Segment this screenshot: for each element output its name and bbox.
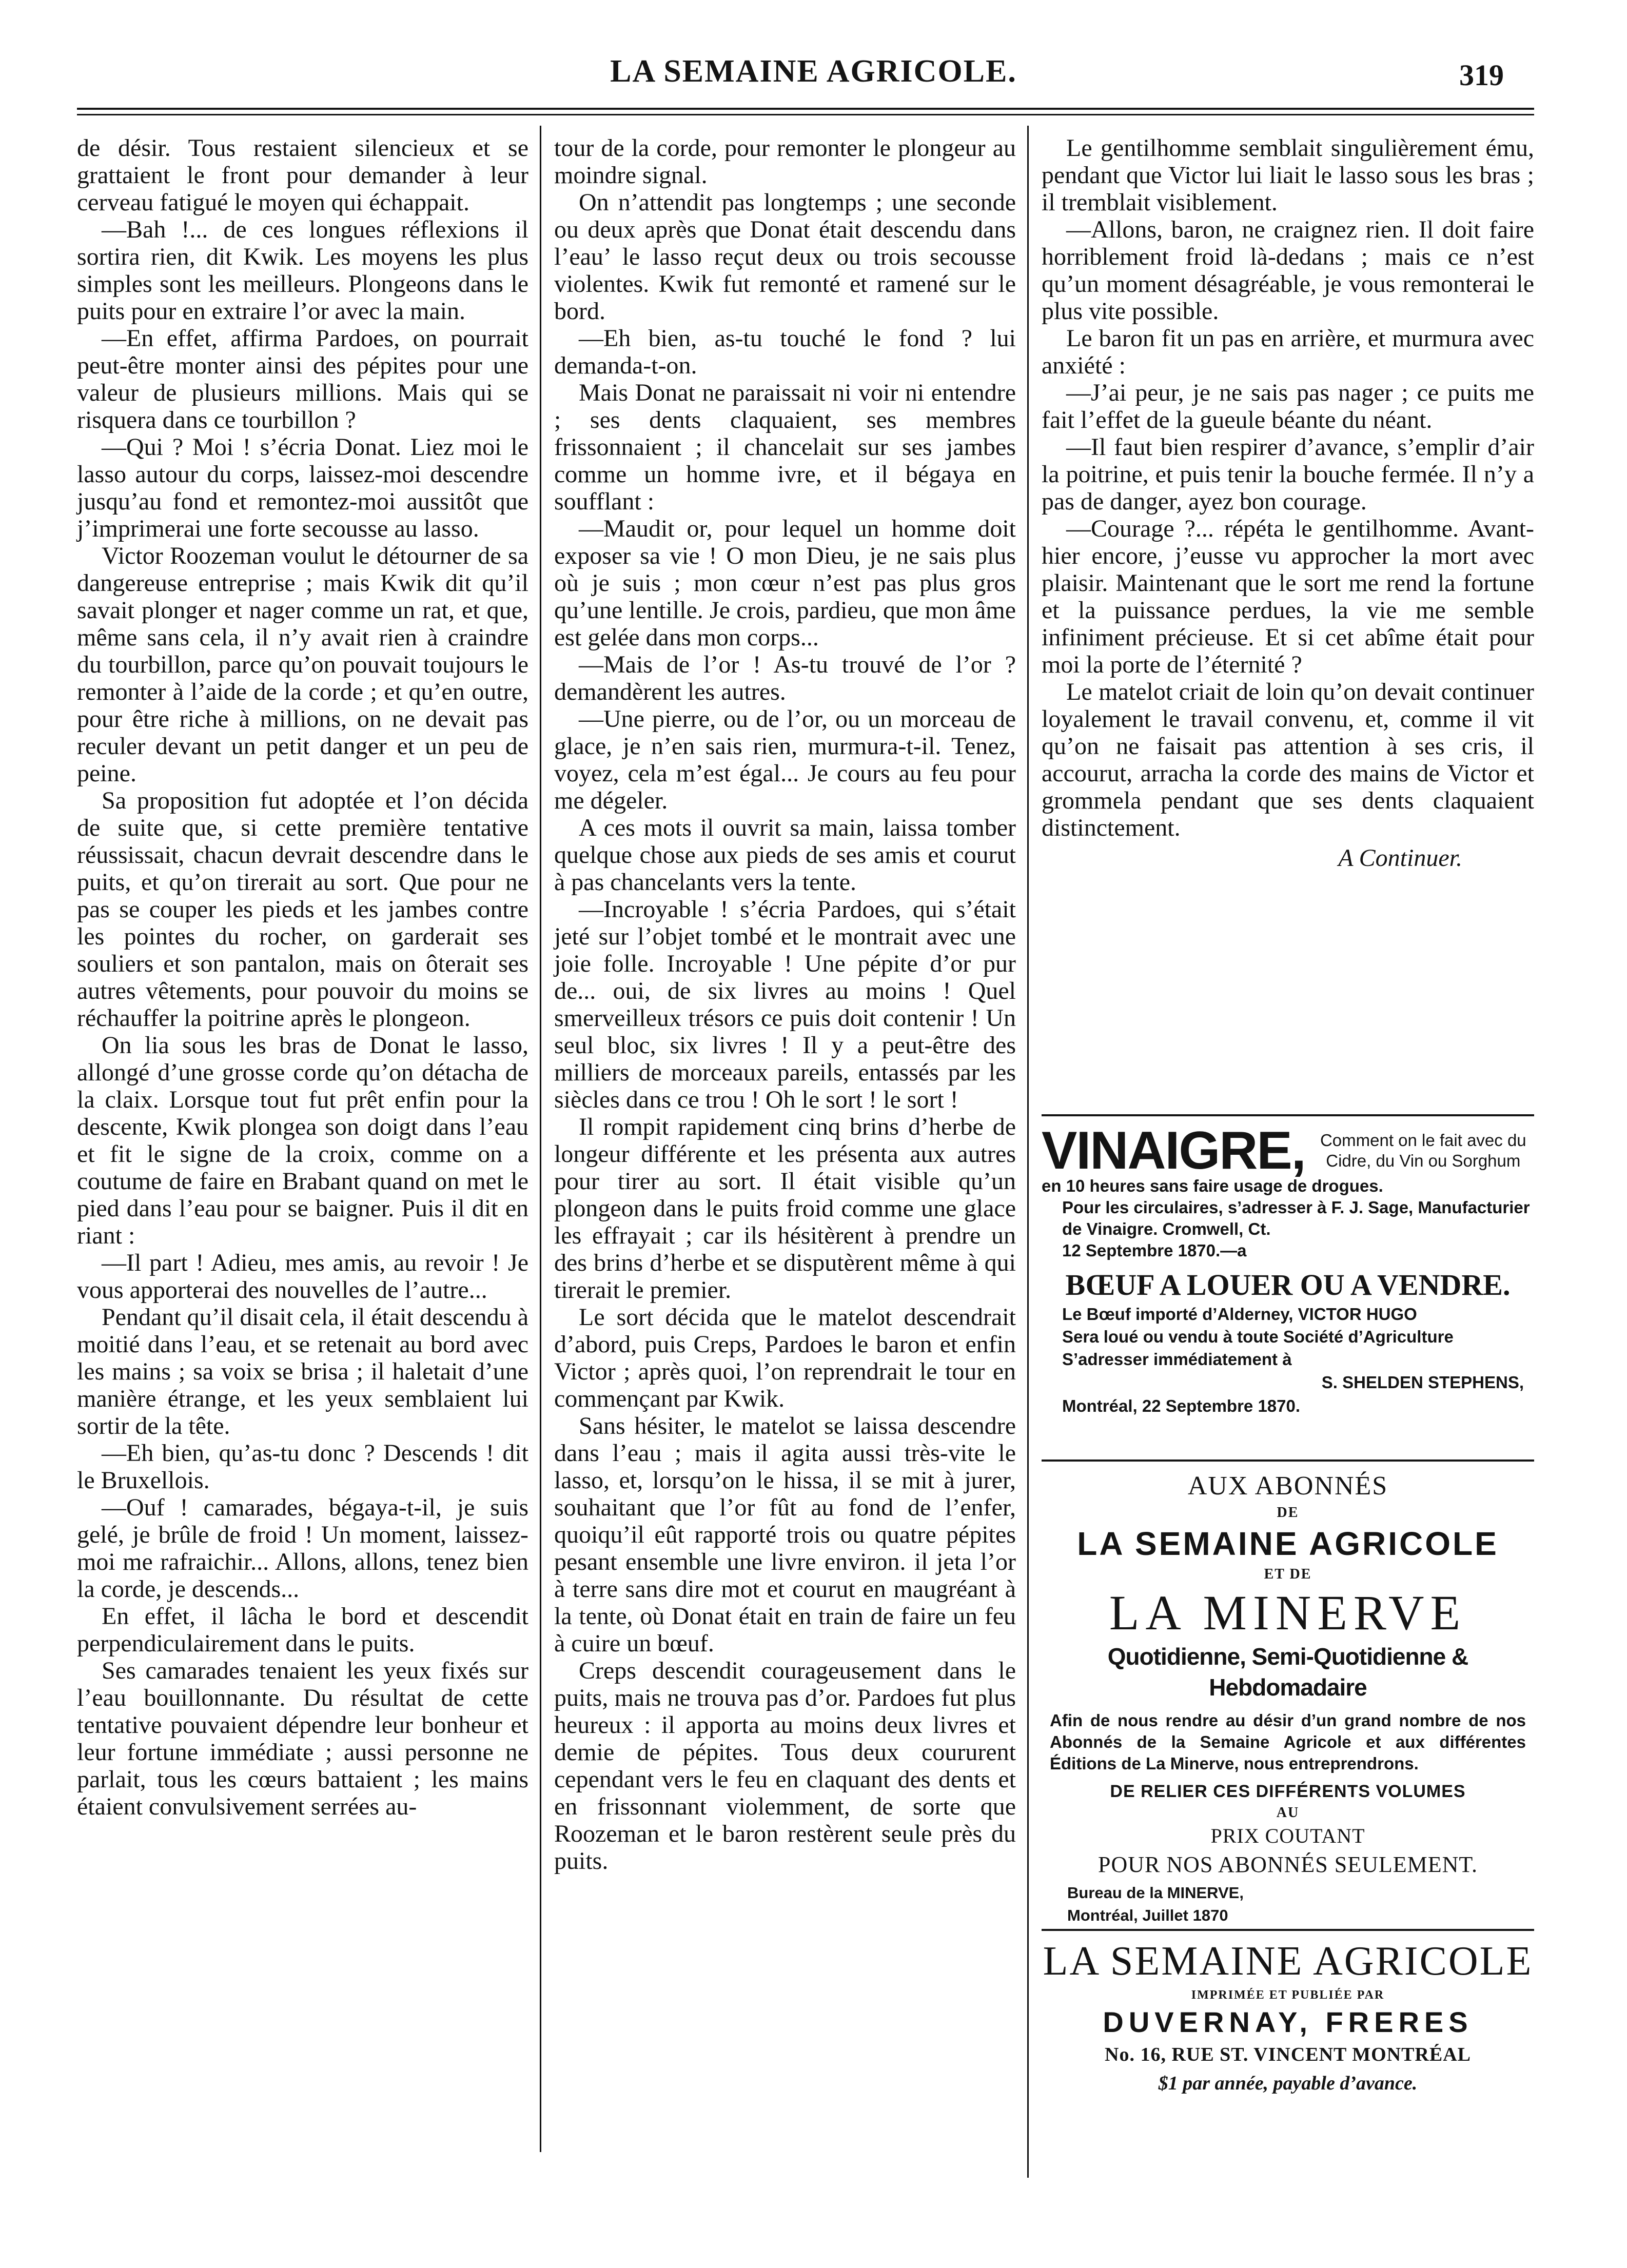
boeuf-signature: S. SHELDEN STEPHENS, (1321, 1373, 1524, 1392)
boeuf-date: Montréal, 22 Septembre 1870. (1062, 1396, 1301, 1415)
boeuf-ad (1042, 1267, 1534, 1418)
abonnes-pour: POUR NOS ABONNÉS SEULEMENT. (1097, 1852, 1478, 1877)
paragraph: —Ouf ! camarades, bégaya-t-il, je suis gelé, je brûle de froid ! Un moment, laissez-moi me rafraichir... Allons, allons, tenez bien la corde, je descends... (77, 1494, 528, 1603)
abonnes-heading: AUX ABONNÉS (1187, 1471, 1388, 1501)
paragraph: Le matelot criait de loin qu’on devait continuer loyalement le travail convenu, et, comme il vit qu’on ne faisait pas attention à ses cris, il accourut, arracha la corde des mains de Victor et grommela pendant que ses dents claquaient distinctement. (1042, 678, 1534, 841)
abonnes-bureau: Bureau de la MINERVE, (1067, 1884, 1244, 1902)
paragraph: —J’ai peur, je ne sais pas nager ; ce puits me fait l’effet de la gueule béante du néant. (1042, 379, 1534, 433)
imprint-title: LA SEMAINE AGRICOLE (1043, 1939, 1533, 1984)
paragraph: —Courage ?... répéta le gentilhomme. Avant-hier encore, j’eusse vu approcher la mort avec plaisir. Maintenant que le sort me rend la fortune et la puissance perdues, la vie me semble infiniment précieuse. Et si cet abîme était pour moi la porte de l’éternité ? (1042, 515, 1534, 678)
vinaigre-line: Pour les circulaires, s’adresser à F. J. Sage, Manufacturier de Vinaigre. Cromwell, Ct. (1062, 1198, 1530, 1238)
paragraph: —Une pierre, ou de l’or, ou un morceau de glace, je n’en sais rien, murmura-t-il. Tenez, voyez, cela m’est égal... Je cours au feu pour me dégeler. (554, 705, 1016, 814)
vinaigre-date: 12 Septembre 1870.—a (1062, 1241, 1247, 1260)
column-divider-2 (1027, 126, 1029, 2178)
paragraph: Ses camarades tenaient les yeux fixés sur l’eau bouillonnante. Du résultat de cette tentative pouvaient dépendre leur bonheur et leur fortune immédiate ; aussi personne ne parlait, tous les cœurs battaient ; les mains étaient convulsivement serrées au- (77, 1657, 528, 1820)
header-rule (77, 108, 1534, 110)
abonnes-text: Afin de nous rendre au désir d’un grand nombre de nos Abonnés de la Semaine Agricole et aux différentes Éditions de La Minerve, nous entreprendrons. (1050, 1711, 1526, 1773)
paragraph: Creps descendit courageusement dans le puits, mais ne trouva pas d’or. Pardoes fut plus heureux : il apporta au moins deux livres et demie de pépites. Tous deux coururent cependant vers le feu en claquant des dents et en frissonnant violemment, de sorte que Roozeman et le baron restèrent seule près du puits. (554, 1657, 1016, 1875)
paragraph: tour de la corde, pour remonter le plongeur au moindre signal. (554, 134, 1016, 189)
header-rule-thin (77, 114, 1534, 115)
paragraph: —Mais de l’or ! As-tu trouvé de l’or ? demandèrent les autres. (554, 651, 1016, 705)
paragraph: —Bah !... de ces longues réflexions il sortira rien, dit Kwik. Les moyens les plus simples sont les meilleurs. Plongeons dans le puits pour en extraire l’or avec la main. (77, 216, 528, 325)
paragraph: Le sort décida que le matelot descendrait d’abord, puis Creps, Pardoes le baron et enfin Victor ; après quoi, l’on reprendrait le tour en commençant par Kwik. (554, 1304, 1016, 1412)
abonnes-bureau-date: Montréal, Juillet 1870 (1067, 1906, 1228, 1924)
paragraph: —Il faut bien respirer d’avance, s’emplir d’air la poitrine, et puis tenir la bouche fermée. Il n’y a pas de danger, ayez bon courage. (1042, 433, 1534, 515)
paragraph: de désir. Tous restaient silencieux et se grattaient le front pour demander à leur cerveau fatigué le moyen qui échappait. (77, 134, 528, 216)
paragraph: —En effet, affirma Pardoes, on pourrait peut-être monter ainsi des pépites pour une valeur de plusieurs millions. Mais qui se risquera dans ce tourbillon ? (77, 325, 528, 433)
ad-separator (1042, 1114, 1534, 1116)
imprint-printed-by: IMPRIMÉE ET PUBLIÉE PAR (1191, 1988, 1385, 2002)
paragraph: —Qui ? Moi ! s’écria Donat. Liez moi le lasso autour du corps, laissez-moi descendre jusqu’au fond et remontez-moi aussitôt que j’imprimerai une forte secousse au lasso. (77, 433, 528, 542)
abonnes-de: DE (1277, 1505, 1299, 1521)
boeuf-line: Le Bœuf importé d’Alderney, VICTOR HUGO (1062, 1305, 1417, 1324)
paragraph: —Allons, baron, ne craignez rien. Il doit faire horriblement froid là-dedans ; mais ce n’est qu’un moment désagréable, je vous remonterai le plus vite possible. (1042, 216, 1534, 325)
paragraph: Le baron fit un pas en arrière, et murmura avec anxiété : (1042, 325, 1534, 379)
column-divider-1 (540, 126, 541, 2152)
vinaigre-tagline: Comment on le fait avec du Cidre, du Vin ou Sorghum (1320, 1131, 1526, 1170)
vinaigre-line: en 10 heures sans faire usage de drogues. (1042, 1176, 1383, 1195)
imprint (1042, 1937, 1534, 2098)
imprint-price: $1 par année, payable d’avance. (1158, 2073, 1418, 2094)
paragraph: Pendant qu’il disait cela, il était descendu à moitié dans l’eau, et se retenait au bord avec les mains ; sa voix se brisa ; il haletait d’une manière étrange, et les yeux semblaient lui sortir de la tête. (77, 1304, 528, 1439)
abonnes-editions: Quotidienne, Semi-Quotidienne & Hebdomadaire (1107, 1643, 1468, 1701)
abonnes-notice (1042, 1470, 1534, 1925)
boeuf-title: BŒUF A LOUER OU A VENDRE. (1065, 1268, 1511, 1301)
page-number: 319 (1459, 58, 1504, 92)
ad-separator (1042, 1929, 1534, 1931)
article-column-3 (1042, 134, 1534, 872)
abonnes-au: AU (1276, 1805, 1300, 1821)
paragraph: On n’attendit pas longtemps ; une seconde ou deux après que Donat était descendu dans l’eau’ le lasso reçut deux ou trois secousse violentes. Kwik fut remonté et ramené sur le bord. (554, 189, 1016, 325)
boeuf-line: Sera loué ou vendu à toute Société d’Agriculture (1062, 1327, 1454, 1346)
abonnes-minerve: LA MINERVE (1109, 1585, 1467, 1640)
paragraph: A ces mots il ouvrit sa main, laissa tomber quelque chose aux pieds de ses amis et courut à pas chancelants vers la tente. (554, 814, 1016, 896)
paragraph: —Maudit or, pour lequel un homme doit exposer sa vie ! O mon Dieu, je ne sais plus où je suis ; mon cœur n’est pas plus gros qu’une lentille. Je crois, pardieu, que mon âme est gelée dans mon corps... (554, 515, 1016, 651)
abonnes-relier: DE RELIER CES DIFFÉRENTS VOLUMES (1110, 1782, 1466, 1801)
paragraph: Victor Roozeman voulut le détourner de sa dangereuse entreprise ; mais Kwik dit qu’il savait plonger et nager comme un rat, et que, même sans cela, il n’y avait rien à craindre du tourbillon, parce qu’on pouvait toujours le remonter à l’aide de la corde ; et qu’en outre, pour être riche à millions, on ne devait pas reculer devant un petit danger et un peu de peine. (77, 542, 528, 787)
paragraph: Sa proposition fut adoptée et l’on décida de suite que, si cette première tentative réussissait, chacun devrait descendre dans le puits, et qu’on tirerait au sort. Que pour ne pas se couper les pieds et les jambes contre les pointes du rocher, on garderait ses souliers et son pantalon, mais on ôterait ses autres vêtements, pour pouvoir du moins se réchauffer la poitrine après le plongeon. (77, 787, 528, 1032)
page-header-title: LA SEMAINE AGRICOLE. (610, 54, 1017, 89)
paragraph: —Incroyable ! s’écria Pardoes, qui s’était jeté sur l’objet tombé et le montrait avec une joie folle. Incroyable ! Une pépite d’or pur de... oui, de six livres au moins ! Quel smerveilleux trésors ce puis doit contenir ! Un seul bloc, six livres ! Il y a peut-être des milliers de morceaux pareils, entassés par les siècles dans ce trou ! Oh le sort ! le sort ! (554, 896, 1016, 1113)
to-be-continued: A Continuer. (1338, 844, 1462, 872)
paragraph: Il rompit rapidement cinq brins d’herbe de longeur différente et les présenta aux autres pour tirer au sort. Il était visible qu’un plongeon dans le puits froid comme une glace les effrayait ; car ils hésitèrent à prendre un des brins d’herbe et se disputèrent même à qui tirerait le premier. (554, 1113, 1016, 1304)
boeuf-line: S’adresser immédiatement à (1062, 1350, 1292, 1369)
paragraph: —Eh bien, as-tu touché le fond ? lui demanda-t-on. (554, 325, 1016, 379)
ad-separator (1042, 1460, 1534, 1462)
paragraph: —Eh bien, qu’as-tu donc ? Descends ! dit le Bruxellois. (77, 1439, 528, 1494)
paragraph: Sans hésiter, le matelot se laissa descendre dans l’eau ; mais il agita aussi très-vite le lasso, et, lorsqu’on le hissa, il se mit à jurer, souhaitant que l’or fût au fond de l’enfer, quoiqu’il eût rapporté trois ou quatre pépites pesant ensemble une livre environ. il jeta l’or à terre sans dire mot et courut en maugréant à la tente, où Donat était en train de faire un feu à cuire un bœuf. (554, 1412, 1016, 1657)
paragraph: Mais Donat ne paraissait ni voir ni entendre ; ses dents claquaient, ses membres frissonnaient ; il chancelait sur ses jambes comme un homme ivre, et il bégaya en soufflant : (554, 379, 1016, 515)
paragraph: On lia sous les bras de Donat le lasso, allongé d’une grosse corde qu’on détacha de la claix. Lorsque tout fut prêt enfin pour la descente, Kwik plongea son doigt dans l’eau et fit le signe de la croix, comme on a coutume de faire en Brabant quand on met le pied dans l’eau pour se baigner. Puis il dit en riant : (77, 1032, 528, 1249)
abonnes-semaine: LA SEMAINE AGRICOLE (1077, 1525, 1499, 1562)
abonnes-prix: PRIX COUTANT (1210, 1824, 1365, 1847)
paragraph: Le gentilhomme semblait singulièrement ému, pendant que Victor lui liait le lasso sous les bras ; il tremblait visiblement. (1042, 134, 1534, 216)
paragraph: —Il part ! Adieu, mes amis, au revoir ! Je vous apporterai des nouvelles de l’autre... (77, 1249, 528, 1304)
imprint-publisher: DUVERNAY, FRERES (1103, 2006, 1473, 2038)
imprint-address: No. 16, RUE ST. VINCENT MONTRÉAL (1105, 2044, 1471, 2065)
abonnes-et-de: ET DE (1264, 1566, 1312, 1582)
vinaigre-ad (1042, 1121, 1534, 1261)
vinaigre-word: VINAIGRE, (1042, 1121, 1305, 1180)
article-column-2 (554, 134, 1016, 1875)
article-column-1 (77, 134, 528, 1820)
paragraph: En effet, il lâcha le bord et descendit perpendiculairement dans le puits. (77, 1603, 528, 1657)
